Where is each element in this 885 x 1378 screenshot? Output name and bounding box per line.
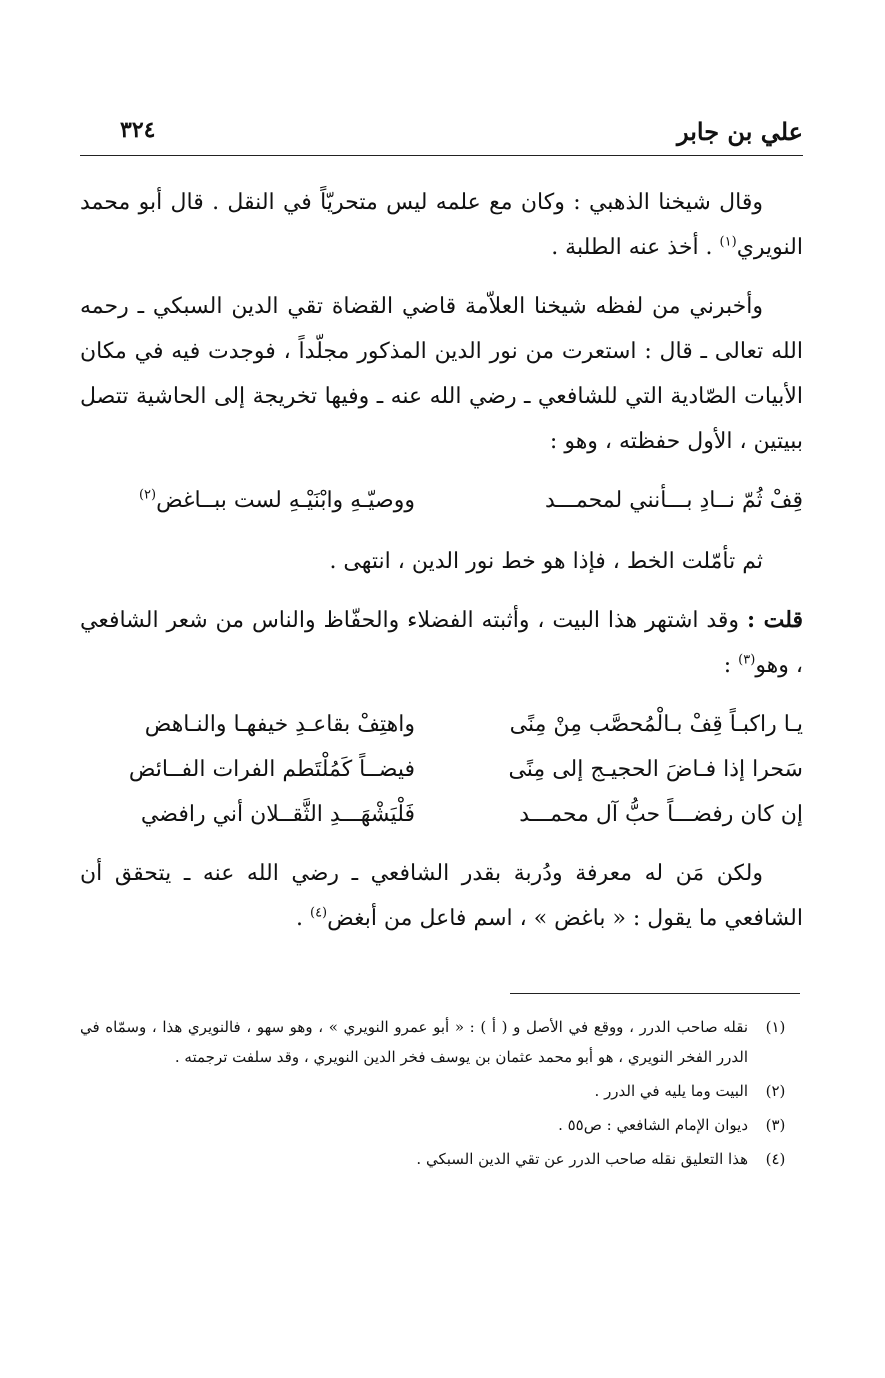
footnote-4 <box>80 1144 803 1174</box>
footnote-number: (٤) <box>765 1150 786 1168</box>
footnote-3 <box>80 1110 803 1140</box>
verse-1-second-hemistich <box>80 478 415 523</box>
paragraph-4-end: : <box>723 653 739 678</box>
poem-line-1-b: واهتِفْ بقاعـدِ خيفهـا والنـاهض <box>144 712 415 737</box>
footnote-ref-2: (٢) <box>138 487 157 503</box>
poem-line-2-a: سَحرا إذا فـاضَ الحجيـج إلى مِنًى <box>508 757 803 782</box>
footnote-text: نقله صاحب الدرر ، ووقع في الأصل و ( أ ) : « أبو عمرو النويري » ، وهو سهو ، فالنويري هذا ، وسمّاه في الدرر الفخر النويري ، هو أبو محمد عثمان بن يوسف فخر الدين النويري ، وقد سلفت ترجمته . <box>80 1018 748 1066</box>
paragraph-2: وأخبرني من لفظه شيخنا العلاّمة قاضي القضاة تقي الدين السبكي ـ رحمه الله تعالى ـ قال : استعرت من نور الدين المذكور مجلّداً ، فوجدت فيه في مكان الأبيات الصّادية التي للشافعي ـ رضي الله عنه ـ وفيها تخريجة إلى الحاشية تتصل ببيتين ، الأول حفظته ، وهو : <box>80 294 803 454</box>
poem-line-2-b: فيضــاً كَمُلْتَطم الفرات الفــائض <box>128 757 415 782</box>
verse-line-1 <box>80 478 803 523</box>
footnote-text: هذا التعليق نقله صاحب الدرر عن تقي الدين السبكي . <box>416 1150 748 1168</box>
poem-line-3 <box>80 792 803 837</box>
footnote-text: البيت وما يليه في الدرر . <box>594 1082 748 1100</box>
poem <box>80 702 803 837</box>
poem-line-3-a: إن كان رفضـــاً حبُّ آل محمـــد <box>519 802 803 827</box>
verse-1-first-hemistich: قِفْ ثُمّ نــادِ بـــأنني لمحمـــد <box>544 488 803 513</box>
footnote-text: ديوان الإمام الشافعي : ص٥٥ . <box>558 1116 748 1134</box>
verse-1-second-text: ووصيّـهِ وابْنَيْـهِ لست ببــاغض <box>156 488 415 513</box>
paragraph-1-end: . أخذ عنه الطلبة . <box>551 235 720 260</box>
paragraph-4 <box>80 598 803 688</box>
paragraph-5-end: . <box>295 906 310 931</box>
paragraph-4-lead: قلت : <box>746 607 804 633</box>
running-title: علي بن جابر <box>677 117 803 146</box>
page-number: ٣٢٤ <box>120 117 156 143</box>
footnote-number: (٢) <box>765 1082 786 1100</box>
poem-line-3-b: فَلْيَشْهَـــدِ الثَّقــلان أني رافضي <box>140 802 415 827</box>
paragraph-1 <box>80 180 803 270</box>
running-header <box>80 115 803 156</box>
paragraph-3: ثم تأمّلت الخط ، فإذا هو خط نور الدين ، انتهى . <box>329 549 763 574</box>
footnote-ref-3: (٣) <box>738 652 756 668</box>
footnote-ref-4: (٤) <box>309 905 328 921</box>
footnote-1 <box>80 1012 803 1072</box>
footnote-ref-1: (١) <box>719 234 737 250</box>
poem-line-1-a: يـا راكبـاً قِفْ بـالْمُحصَّب مِنْ مِنًى <box>509 712 803 737</box>
paragraph-5 <box>80 851 803 941</box>
paragraph-1-text: وقال شيخنا الذهبي : وكان مع علمه ليس متحريّاً في النقل . قال أبو محمد النويري <box>80 190 803 260</box>
poem-line-1 <box>80 702 803 747</box>
poem-line-2 <box>80 747 803 792</box>
footnotes <box>80 1012 803 1178</box>
paragraph-5-text: ولكن مَن له معرفة ودُربة بقدر الشافعي ـ رضي الله عنه ـ يتحقق أن الشافعي ما يقول : « باغض » ، اسم فاعل من أبغض <box>80 861 803 931</box>
footnote-number: (٣) <box>765 1116 786 1134</box>
footnote-2 <box>80 1076 803 1106</box>
footnote-separator <box>510 993 800 994</box>
paragraph-4-text: وقد اشتهر هذا البيت ، وأثبته الفضلاء والحفّاظ والناس من شعر الشافعي ، وهو <box>80 608 803 678</box>
main-text <box>80 180 803 955</box>
footnote-number: (١) <box>765 1018 786 1036</box>
